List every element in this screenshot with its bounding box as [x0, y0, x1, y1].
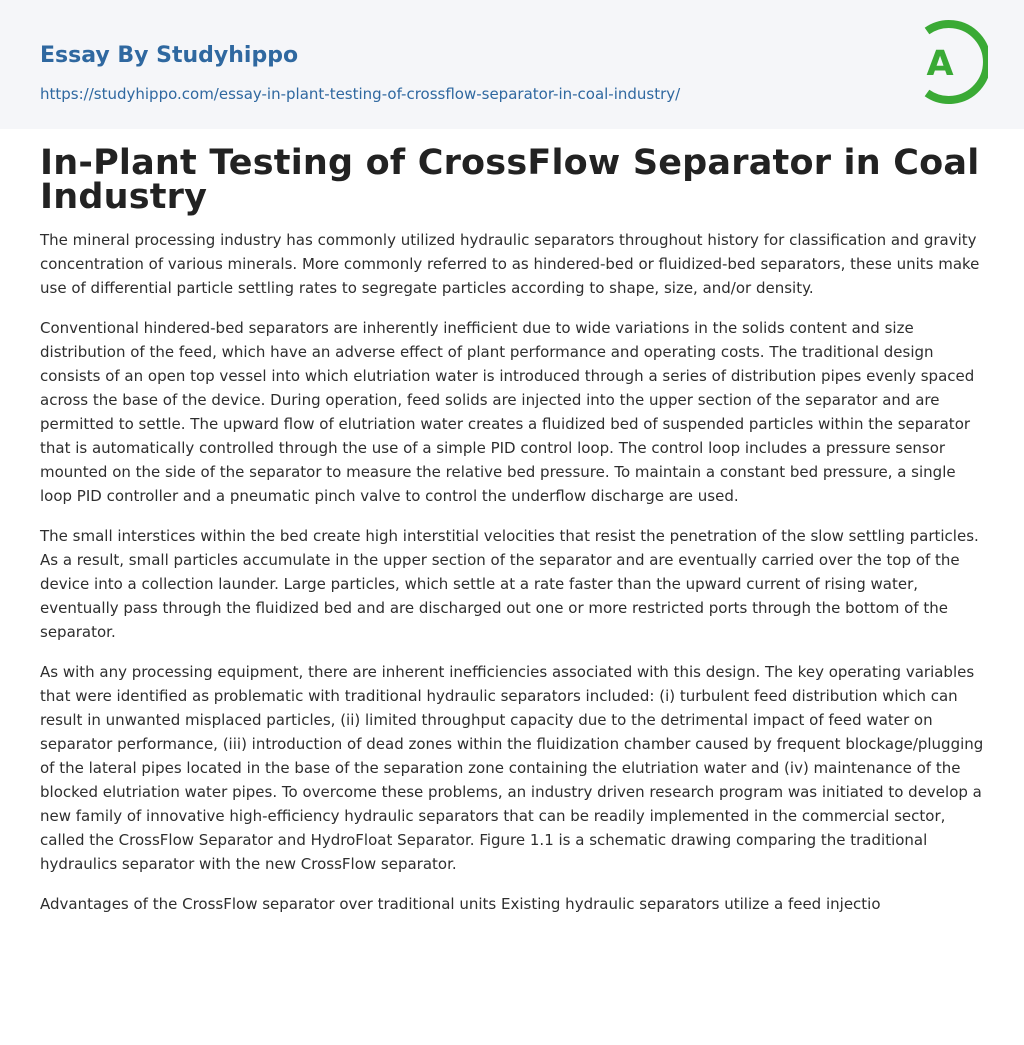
article-body: [40, 143, 984, 932]
site-header: [0, 0, 1024, 129]
article-title: In-Plant Testing of CrossFlow Separator in Coal Industry: [40, 143, 980, 217]
studyhippo-logo-icon[interactable]: [908, 18, 988, 106]
site-brand-title[interactable]: Essay By Studyhippo: [40, 43, 299, 68]
article-paragraph: As with any processing equipment, there are inherent inefficiencies associated with this design. The key operating variables that were identified as problematic with traditional hydraulic separators included: (i) turbulent feed distribution which can result in unwanted misplaced particles, (ii) limited throughput capacity due to the detrimental impact of feed water on separator performance, (iii) introduction of dead zones within the fluidization chamber caused by frequent blockage/plugging of the lateral pipes located in the base of the separation zone containing the elutriation water and (iv) maintenance of the blocked elutriation water pipes. To overcome these problems, an industry driven research program was initiated to develop a new family of innovative high-efficiency hydraulic separators that can be readily implemented in the commercial sector, called the CrossFlow Separator and HydroFloat Separator. Figure 1.1 is a schematic drawing comparing the traditional hydraulics separator with the new CrossFlow separator.: [40, 663, 984, 873]
article-paragraph: Advantages of the CrossFlow separator over traditional units Existing hydraulic separators utilize a feed injectio: [40, 895, 881, 913]
essay-url-link[interactable]: https://studyhippo.com/essay-in-plant-testing-of-crossflow-separator-in-coal-industry/: [40, 85, 681, 103]
article-paragraph: Conventional hindered-bed separators are inherently inefficient due to wide variations in the solids content and size distribution of the feed, which have an adverse effect of plant performance and operating costs. The traditional design consists of an open top vessel into which elutriation water is introduced through a series of distribution pipes evenly spaced across the base of the device. During operation, feed solids are injected into the upper section of the separator and are permitted to settle. The upward flow of elutriation water creates a fluidized bed of suspended particles within the separator that is automatically controlled through the use of a simple PID control loop. The control loop includes a pressure sensor mounted on the side of the separator to measure the relative bed pressure. To maintain a constant bed pressure, a single loop PID controller and a pneumatic pinch valve to control the underflow discharge are used.: [40, 319, 975, 505]
article-paragraph: The small interstices within the bed create high interstitial velocities that resist the penetration of the slow settling particles. As a result, small particles accumulate in the upper section of the separator and are eventually carried over the top of the device into a collection launder. Large particles, which settle at a rate faster than the upward current of rising water, eventually pass through the fluidized bed and are discharged out one or more restricted ports through the bottom of the separator.: [40, 527, 979, 641]
logo-letter: A: [926, 44, 954, 84]
article-paragraph: The mineral processing industry has commonly utilized hydraulic separators throughout history for classification and gravity concentration of various minerals. More commonly referred to as hindered-bed or fluidized-bed separators, these units make use of differential particle settling rates to segregate particles according to shape, size, and/or density.: [40, 231, 980, 297]
